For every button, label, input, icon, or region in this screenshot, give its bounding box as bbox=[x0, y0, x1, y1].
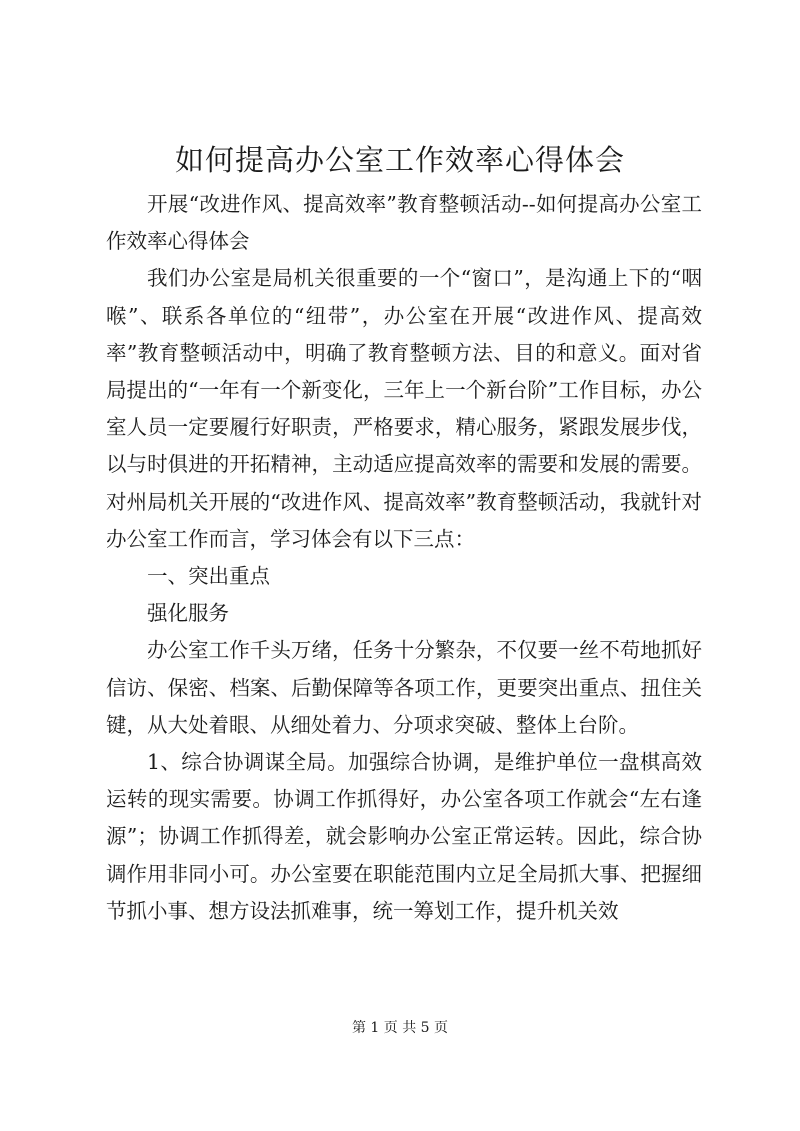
section-subheading: 强化服务 bbox=[147, 601, 229, 626]
body-paragraph: 1、综合协调谋全局。加强综合协调，是维护单位一盘棋高效运转的现实需要。协调工作抓得好，办公室各项工作就会“左右逢源”；协调工作抓得差，就会影响办公室正常运转。因此，综合协调作用非同小可。办公室要在职能范围内立足全局抓大事、把握细节抓小事、想方设法抓难事，统一筹划工作，提升机关效 bbox=[106, 750, 702, 923]
body-paragraph: 我们办公室是局机关很重要的一个“窗口”，是沟通上下的“咽喉”、联系各单位的“纽带”，办公室在开展“改进作风、提高效率”教育整顿活动中，明确了教育整顿方法、目的和意义。面对省局提出的“一年有一个新变化，三年上一个新台阶”工作目标，办公室人员一定要履行好职责，严格要求，精心服务，紧跟发展步伐，以与时俱进的开拓精神，主动适应提高效率的需要和发展的需要。对州局机关开展的“改进作风、提高效率”教育整顿活动，我就针对办公室工作而言，学习体会有以下三点： bbox=[106, 266, 702, 551]
intro-paragraph: 开展“改进作风、提高效率”教育整顿活动--如何提高办公室工作效率心得体会 bbox=[106, 192, 702, 254]
body-paragraph: 办公室工作千头万绪，任务十分繁杂，不仅要一丝不苟地抓好信访、保密、档案、后勤保障等各项工作，更要突出重点、扭住关键，从大处着眼、从细处着力、分项求突破、整体上台阶。 bbox=[106, 638, 702, 737]
document-body bbox=[106, 186, 702, 930]
document-title: 如何提高办公室工作效率心得体会 bbox=[174, 143, 625, 177]
page-number-footer: 第 1 页 共 5 页 bbox=[351, 1020, 449, 1036]
section-heading: 一、突出重点 bbox=[147, 564, 270, 589]
